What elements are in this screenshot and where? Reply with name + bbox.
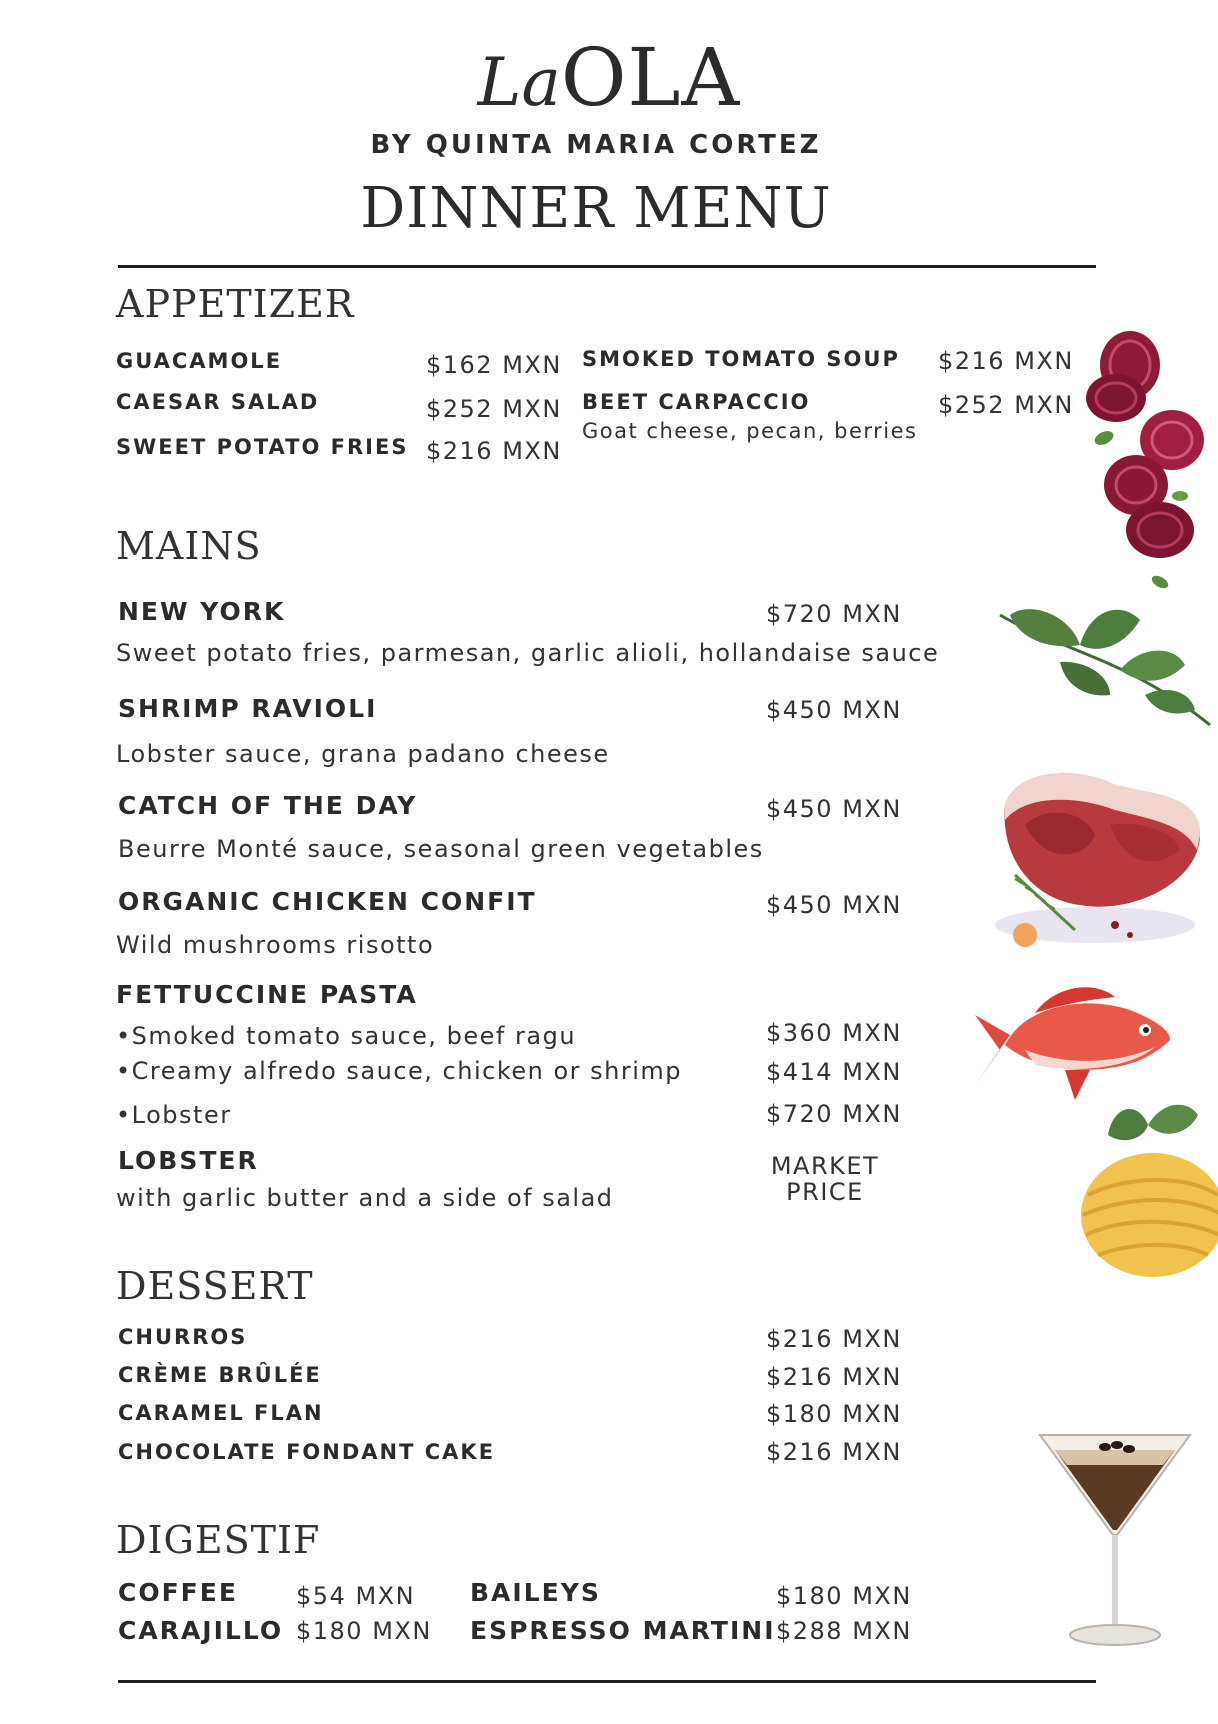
digestif-price: $180 MXN <box>776 1582 912 1610</box>
appetizer-price: $216 MXN <box>938 347 1074 375</box>
appetizer-price: $216 MXN <box>426 437 562 465</box>
main-price: $450 MXN <box>766 696 902 724</box>
dessert-name: CHOCOLATE FONDANT CAKE <box>118 1440 496 1464</box>
dessert-price: $216 MXN <box>766 1363 902 1391</box>
main-desc: Lobster sauce, grana padano cheese <box>116 740 610 768</box>
digestif-name: COFFEE <box>118 1578 238 1607</box>
main-desc: Wild mushrooms risotto <box>116 931 435 959</box>
digestif-price: $54 MXN <box>296 1582 416 1610</box>
bottom-divider <box>118 1680 1096 1683</box>
logo <box>0 31 1218 124</box>
main-desc: Beurre Monté sauce, seasonal green vegetables <box>118 835 764 863</box>
appetizer-name: BEET CARPACCIO <box>582 390 811 414</box>
digestif-price: $180 MXN <box>296 1617 432 1645</box>
appetizer-heading: APPETIZER <box>116 282 355 326</box>
dessert-price: $216 MXN <box>766 1325 902 1353</box>
fettuccine-nest-icon <box>1068 1095 1218 1285</box>
dessert-heading: DESSERT <box>116 1264 314 1308</box>
fettuccine-option: •Lobster <box>116 1101 232 1129</box>
mains-heading: MAINS <box>116 524 262 568</box>
digestif-price: $288 MXN <box>776 1617 912 1645</box>
page-title: DINNER MENU <box>360 176 832 241</box>
appetizer-price: $252 MXN <box>938 391 1074 419</box>
basil-sprig-icon <box>990 590 1215 730</box>
main-name: LOBSTER <box>118 1146 259 1175</box>
dessert-name: CRÈME BRÛLÉE <box>118 1363 322 1387</box>
dessert-price: $180 MXN <box>766 1400 902 1428</box>
market-price-line: PRICE <box>786 1178 864 1206</box>
beet-slices-icon <box>1060 320 1218 590</box>
main-price: $450 MXN <box>766 795 902 823</box>
steak-icon <box>985 765 1215 955</box>
fettuccine-price: $720 MXN <box>766 1100 902 1128</box>
dessert-price: $216 MXN <box>766 1438 902 1466</box>
main-price: $720 MXN <box>766 600 902 628</box>
fettuccine-option: •Creamy alfredo sauce, chicken or shrimp <box>116 1057 683 1085</box>
appetizer-price: $252 MXN <box>426 395 562 423</box>
appetizer-name: CAESAR SALAD <box>116 390 320 414</box>
appetizer-name: SWEET POTATO FRIES <box>116 435 409 459</box>
main-name: FETTUCCINE PASTA <box>116 980 418 1009</box>
dessert-name: CARAMEL FLAN <box>118 1401 324 1425</box>
appetizer-desc: Goat cheese, pecan, berries <box>582 419 918 443</box>
espresso-martini-icon <box>1035 1425 1195 1655</box>
main-name: ORGANIC CHICKEN CONFIT <box>118 887 537 916</box>
market-price <box>760 1153 890 1205</box>
digestif-heading: DIGESTIF <box>116 1518 321 1562</box>
logo-script: La <box>477 44 561 121</box>
main-name: NEW YORK <box>118 597 286 626</box>
main-name: CATCH OF THE DAY <box>118 791 418 820</box>
digestif-name: CARAJILLO <box>118 1616 284 1645</box>
main-name: SHRIMP RAVIOLI <box>118 694 378 723</box>
appetizer-price: $162 MXN <box>426 351 562 379</box>
main-desc: with garlic butter and a side of salad <box>116 1184 614 1212</box>
digestif-name: BAILEYS <box>470 1578 601 1607</box>
main-price: $450 MXN <box>766 891 902 919</box>
digestif-name: ESPRESSO MARTINI <box>470 1616 776 1645</box>
top-divider <box>118 265 1096 268</box>
appetizer-name: SMOKED TOMATO SOUP <box>582 347 900 371</box>
red-snapper-icon <box>965 975 1175 1105</box>
fettuccine-price: $414 MXN <box>766 1058 902 1086</box>
fettuccine-price: $360 MXN <box>766 1019 902 1047</box>
logo-main: OLA <box>560 31 741 124</box>
appetizer-name: GUACAMOLE <box>116 349 283 373</box>
subtitle: BY QUINTA MARIA CORTEZ <box>370 130 822 160</box>
market-price-line: MARKET <box>770 1152 880 1180</box>
dessert-name: CHURROS <box>118 1325 248 1349</box>
fettuccine-option: •Smoked tomato sauce, beef ragu <box>116 1022 577 1050</box>
main-desc: Sweet potato fries, parmesan, garlic alioli, hollandaise sauce <box>116 639 940 667</box>
